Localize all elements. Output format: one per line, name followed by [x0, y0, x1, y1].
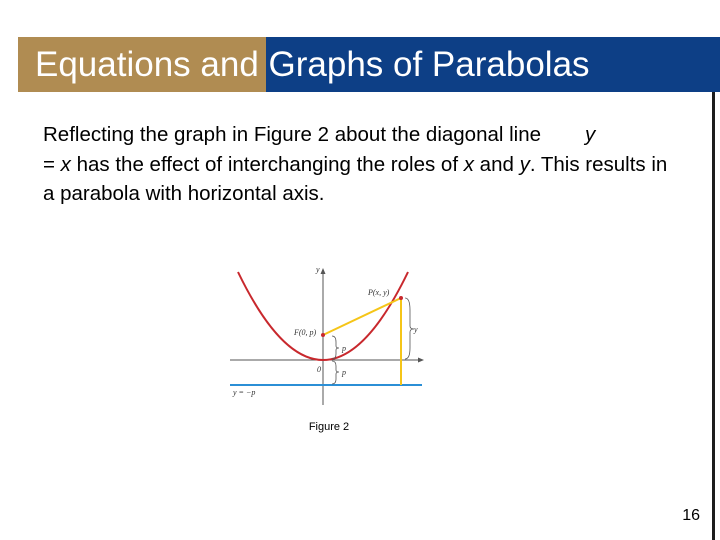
figure-caption: Figure 2 [308, 421, 350, 433]
p-upper-brace [332, 336, 339, 359]
origin-label: 0 [317, 365, 321, 374]
p-upper-label: p [342, 344, 346, 353]
slide-title: Equations and Graphs of Parabolas [35, 45, 590, 84]
point-p-label: P(x, y) [368, 288, 390, 297]
focus-label: F(0, p) [294, 328, 317, 337]
right-border-line [712, 92, 715, 540]
title-bar [18, 37, 720, 92]
body-var-x-1: x [60, 152, 71, 176]
body-text-part-3: has the effect of interchanging the roles of [70, 152, 464, 176]
body-var-y-2: y [519, 152, 530, 176]
y-distance-brace [405, 298, 414, 359]
parabola-figure [228, 262, 428, 410]
body-var-x-2: x [463, 152, 474, 176]
body-paragraph [43, 120, 683, 209]
focus-to-point-segment [323, 298, 401, 335]
focus-point [321, 333, 325, 337]
y-axis-label: y [316, 265, 320, 274]
body-text-part-1: Reflecting the graph in Figure 2 about the diagonal line [43, 123, 542, 146]
parabola-point [399, 296, 403, 300]
body-text-part-5: . This results in a parabola with horizontal axis. [43, 152, 668, 205]
p-lower-brace [332, 361, 339, 384]
body-var-y-1: y [585, 123, 596, 146]
body-text-part-2: = [43, 152, 61, 176]
directrix-label: y = −p [233, 388, 256, 397]
y-axis-arrow [321, 268, 326, 274]
x-axis-arrow [418, 358, 424, 363]
page-number: 16 [682, 507, 700, 524]
p-lower-label: p [342, 368, 346, 377]
body-text-part-4: and [473, 152, 520, 176]
y-distance-label: y [414, 325, 418, 334]
